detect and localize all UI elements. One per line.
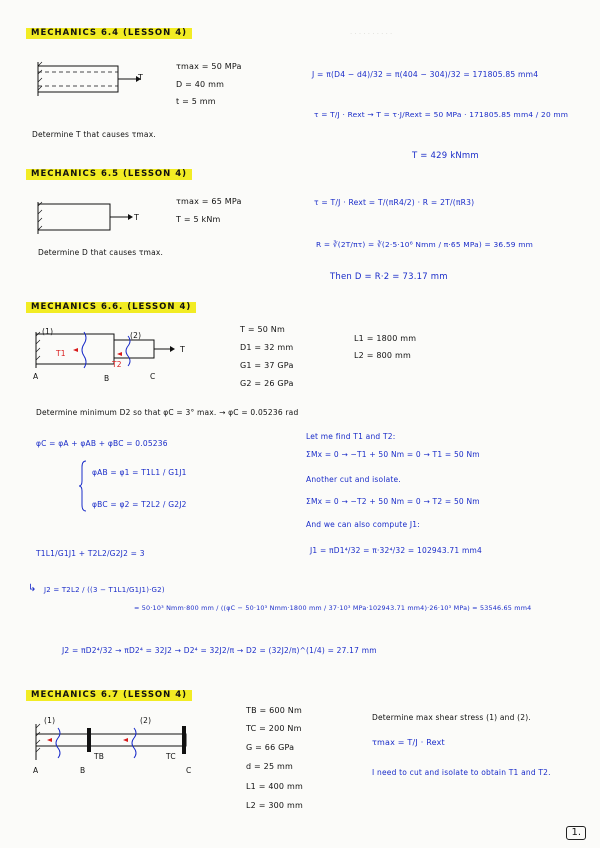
internal-torque-t2: T2: [112, 360, 122, 369]
segment-label-1: (1): [42, 327, 54, 336]
task-6-7: Determine max shear stress (1) and (2).: [372, 713, 531, 722]
given-l2: L2 = 800 mm: [354, 351, 411, 360]
polar-moment-j2-formula: J2 = T2L2 / ((3 − T1L1/G1J1)·G2): [44, 586, 165, 594]
polar-moment-j2-result: = 50·10³ Nmm·800 mm / ((φC − 50·10³ Nmm·1800 mm / 37·10³ MPa·102943.71 mm4)·26·10³ MPa) = 53546.65 mm4: [134, 604, 532, 612]
note-find-torques: Let me find T1 and T2:: [306, 432, 396, 441]
page-number: 1.: [566, 826, 586, 840]
given-thickness: t = 5 mm: [176, 97, 216, 106]
given-g: G = 66 GPa: [246, 743, 295, 752]
segment-label-1: (1): [44, 716, 56, 725]
torque-label: T: [138, 73, 144, 82]
given-d1: D1 = 32 mm: [240, 343, 294, 352]
section-title-6-7: MECHANICS 6.7 (LESSON 4): [26, 690, 192, 701]
given-l1: L1 = 1800 mm: [354, 334, 417, 343]
max-shear-equation: τmax = T/J · Rext: [372, 738, 445, 747]
bleed-through: · · · · · · · · · ·: [350, 30, 393, 38]
shaft-diagram-6-7: [32, 720, 202, 770]
torque-tc: TC: [166, 752, 176, 761]
given-torque: T = 50 Nm: [240, 325, 285, 334]
twist-angle-bc: φBC = φ2 = T2L2 / G2J2: [92, 500, 187, 509]
point-a: A: [33, 766, 39, 775]
point-a: A: [33, 372, 39, 381]
given-l1: L1 = 400 mm: [246, 782, 303, 791]
segment-label-2: (2): [130, 331, 142, 340]
given-outer-diameter: D = 40 mm: [176, 80, 225, 89]
given-d: d = 25 mm: [246, 762, 293, 771]
segment-label-2: (2): [140, 716, 152, 725]
torque-tb: TB: [94, 752, 105, 761]
given-g1: G1 = 37 GPa: [240, 361, 294, 370]
arrow-glyph: ↳: [28, 583, 37, 594]
twist-angle-sum: φC = φA + φAB + φBC = 0.05236: [36, 439, 168, 448]
given-tc: TC = 200 Nm: [246, 724, 302, 733]
radius-equation: R = ∛(2T/πτ) = ∛(2·5·10⁶ Nmm / π·65 MPa) = 36.59 mm: [316, 240, 533, 249]
section-title-6-4: MECHANICS 6.4 (LESSON 4): [26, 28, 192, 39]
note-cut-isolate: Another cut and isolate.: [306, 475, 401, 484]
section-title-6-6: MECHANICS 6.6. (LESSON 4): [26, 302, 196, 313]
moment-equilibrium-2: ΣMx = 0 → −T2 + 50 Nm = 0 → T2 = 50 Nm: [306, 497, 480, 506]
brace: [78, 460, 88, 512]
point-b: B: [104, 374, 110, 383]
given-torque: T = 5 kNm: [176, 215, 221, 224]
section-title-6-5: MECHANICS 6.5 (LESSON 4): [26, 169, 192, 180]
torque-equation: τ = T/J · Rext → T = τ·J/Rext = 50 MPa · 171805.85 mm4 / 20 mm: [314, 110, 569, 119]
given-l2: L2 = 300 mm: [246, 801, 303, 810]
polar-moment-equation: J = π(D4 − d4)/32 = π(404 − 304)/32 = 171805.85 mm4: [312, 70, 539, 79]
given-tau-max: τmax = 50 MPa: [176, 62, 242, 71]
point-c: C: [186, 766, 192, 775]
point-c: C: [150, 372, 156, 381]
polar-moment-j1: J1 = πD1⁴/32 = π·32⁴/32 = 102943.71 mm4: [310, 546, 482, 555]
torque-label: T: [134, 213, 140, 222]
given-tau-max: τmax = 65 MPa: [176, 197, 242, 206]
note-cut-isolate: I need to cut and isolate to obtain T1 and T2.: [372, 768, 551, 777]
result-torque: T = 429 kNmm: [412, 151, 479, 161]
shaft-diagram-6-5: [36, 200, 146, 240]
torque-label: T: [180, 345, 186, 354]
moment-equilibrium-1: ΣMx = 0 → −T1 + 50 Nm = 0 → T1 = 50 Nm: [306, 450, 480, 459]
task-6-5: Determine D that causes τmax.: [38, 248, 164, 257]
internal-torque-t1: T1: [56, 349, 66, 358]
task-6-6: Determine minimum D2 so that φC = 3° max. → φC = 0.05236 rad: [36, 408, 299, 417]
given-tb: TB = 600 Nm: [246, 706, 302, 715]
twist-angle-ab: φAB = φ1 = T1L1 / G1J1: [92, 468, 187, 477]
result-diameter: Then D = R·2 = 73.17 mm: [330, 272, 448, 282]
given-g2: G2 = 26 GPa: [240, 379, 294, 388]
note-compute-j1: And we can also compute J1:: [306, 520, 420, 529]
twist-sum-equation: T1L1/G1J1 + T2L2/G2J2 = 3: [36, 549, 145, 558]
shear-stress-equation: τ = T/J · Rext = T/(πR4/2) · R = 2T/(πR3): [314, 198, 475, 207]
diameter-d2-equation: J2 = πD2⁴/32 → πD2⁴ = 32J2 → D2⁴ = 32J2/π → D2 = (32J2/π)^(1/4) = 27.17 mm: [62, 646, 377, 655]
point-b: B: [80, 766, 86, 775]
task-6-4: Determine T that causes τmax.: [32, 130, 156, 139]
